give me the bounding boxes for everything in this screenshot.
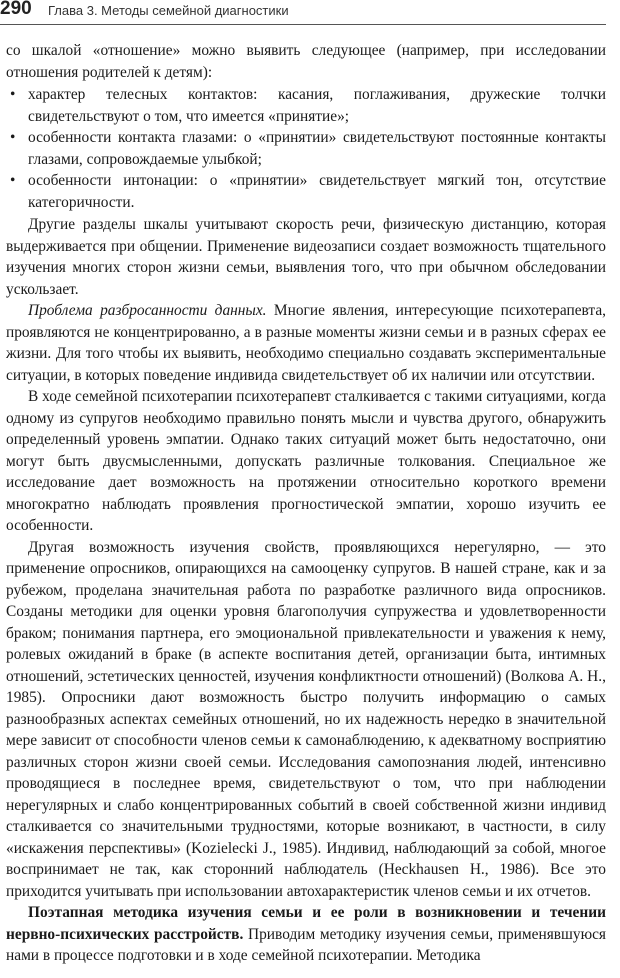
list-item-text: особенности интонации: о «принятии» свидетельствует мягкий тон, отсутствие категоричности.: [28, 172, 606, 211]
paragraph-questionnaires: Другая возможность изучения свойств, проявляющихся нерегулярно, — это применение опросников, опирающихся на самооценку супругов. В нашей стране, как и за рубежом, проделана значительная работа по разработке различного вида опросников. Созданы методики для оценки уровня благополучия супружества и удовлетворенности браком; понимания партнера, его эмоциональной привлекательности и уважения к нему, ролевых ожиданий в браке (в аспекте воспитания детей, организации быта, интимных отношений, эстетических ценностей, изучения конфликтности отношений) (Волкова А. Н., 1985). Опросники дают возможность быстро получить информацию о самых разнообразных аспектах семейных отношений, но их надежность нередко в значительной мере зависит от способности членов семьи к самонаблюдению, к адекватному восприятию различных сторон жизни своей семьи. Исследования самопознания людей, интенсивно проводящиеся в последнее время, свидетельствуют о том, что при наблюдении нерегулярных и слабо концентрированных событий в своей собственной жизни индивид сталкивается со значительными трудностями, которые возникают, в частности, в силу «искажения перспективы» (Kozielecki J., 1985). Индивид, наблюдающий за собой, многое воспринимает не так, как сторонний наблюдатель (Heckhausen H., 1986). Все это приходится учитывать при использовании автохарактеристик членов семьи и их отчетов.: [6, 538, 606, 900]
page-number: 290: [0, 0, 32, 19]
page-header: [0, 0, 606, 25]
body-text: [6, 40, 606, 967]
list-item: [10, 127, 606, 170]
list-item: [10, 170, 606, 213]
paragraph-stepwise-method: [6, 902, 606, 967]
paragraph-text: Приводим методику изучения семьи, применявшуюся нами в процессе подготовки и в ходе семейной психотерапии. Методика: [6, 925, 606, 964]
bold-heading: Поэтапная методика изучения семьи и ее роли в возникновении и течении нервно-психических расстройств.: [6, 904, 606, 943]
running-title: Глава 3. Методы семейной диагностики: [48, 3, 289, 18]
paragraph-scale-sections: Другие разделы шкалы учитывают скорость речи, физическую дистанцию, которая выдерживается при общении. Применение видеозаписи создает возможность тщательного изучения многих сторон жизни семьи, выявления того, что при обычном обследовании ускользает.: [6, 216, 606, 298]
list-item-text: характер телесных контактов: касания, поглаживания, дружеские толчки свидетельствуют о том, что имеется «принятие»;: [28, 86, 606, 125]
italic-heading: Проблема разбросанности данных.: [28, 302, 267, 319]
paragraph-empathy: В ходе семейной психотерапии психотерапевт сталкивается с такими ситуациями, когда одному из супругов необходимо правильно понять мысли и чувства другого, обнаружить определенный уровень эмпатии. Однако таких ситуаций может быть недостаточно, они могут быть двусмысленными, допускать различные толкования. Специальное же исследование дает возможность на протяжении относительно короткого времени многократно наблюдать проявления прогностической эмпатии, хорошо изучить ее особенности.: [6, 388, 606, 534]
paragraph-text: Многие явления, интересующие психотерапевта, проявляются не концентрированно, а в разные моменты жизни семьи и в разных сферах ее жизни. Для того чтобы их выявить, необходимо специально создавать экспериментальные ситуации, в которых поведение индивида свидетельствует об их наличии или отсутствии.: [6, 302, 607, 384]
paragraph-scattered-data: [6, 300, 606, 386]
intro-paragraph: со шкалой «отношение» можно выявить следующее (например, при исследовании отношения родителей к детям):: [6, 42, 606, 81]
bullet-icon: •: [10, 172, 16, 189]
bullet-icon: •: [10, 86, 16, 103]
bullet-list: [6, 84, 606, 213]
list-item-text: особенности контакта глазами: о «принятии» свидетельствуют постоянные контакты глазами, сопровождаемые улыбкой;: [28, 129, 606, 168]
bullet-icon: •: [10, 129, 16, 146]
list-item: [10, 84, 606, 127]
